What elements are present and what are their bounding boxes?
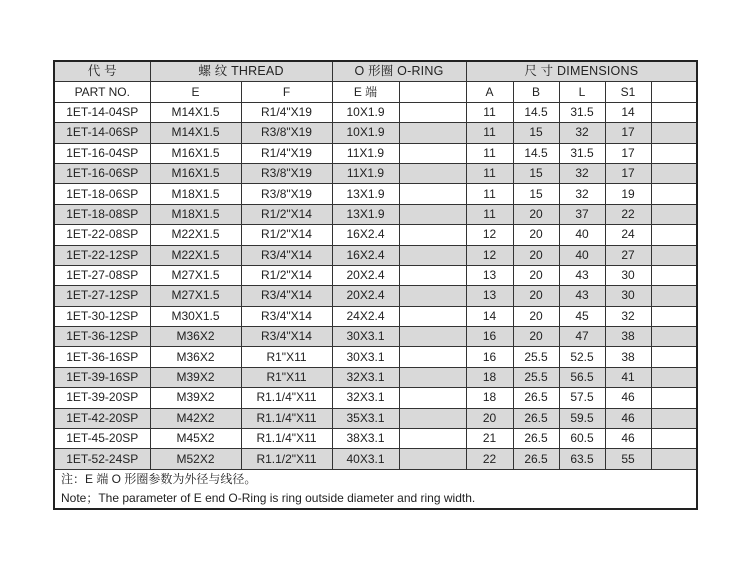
cell-dim-b: 20 — [513, 245, 559, 265]
cell-blank — [651, 245, 697, 265]
cell-dim-b: 15 — [513, 123, 559, 143]
cell-thread-e: M39X2 — [150, 367, 241, 387]
cell-dim-s1: 14 — [605, 102, 651, 122]
cell-part-no: 1ET-18-08SP — [54, 204, 150, 224]
table-row — [54, 306, 697, 326]
header-oring: O 形圈 O-RING — [332, 61, 466, 82]
cell-blank — [651, 225, 697, 245]
subheader-row — [54, 82, 697, 102]
cell-dim-a: 16 — [466, 347, 513, 367]
cell-blank — [651, 306, 697, 326]
cell-part-no: 1ET-27-08SP — [54, 265, 150, 285]
cell-dim-s1: 30 — [605, 286, 651, 306]
cell-dim-b: 26.5 — [513, 408, 559, 428]
cell-oring: 38X3.1 — [332, 429, 399, 449]
subheader-f: F — [241, 82, 332, 102]
cell-blank — [399, 388, 466, 408]
cell-blank — [651, 286, 697, 306]
cell-oring: 32X3.1 — [332, 367, 399, 387]
cell-part-no: 1ET-42-20SP — [54, 408, 150, 428]
cell-dim-l: 59.5 — [559, 408, 605, 428]
cell-blank — [399, 306, 466, 326]
cell-blank — [651, 265, 697, 285]
note-cn: 注：E 端 O 形圈参数为外径与线径。 — [54, 469, 697, 489]
cell-part-no: 1ET-14-06SP — [54, 123, 150, 143]
cell-dim-a: 12 — [466, 225, 513, 245]
cell-blank — [651, 163, 697, 183]
cell-dim-b: 14.5 — [513, 102, 559, 122]
cell-blank — [399, 429, 466, 449]
cell-dim-l: 56.5 — [559, 367, 605, 387]
cell-thread-f: R1.1/4"X11 — [241, 388, 332, 408]
table-row — [54, 245, 697, 265]
cell-dim-s1: 30 — [605, 265, 651, 285]
cell-part-no: 1ET-14-04SP — [54, 102, 150, 122]
cell-thread-e: M14X1.5 — [150, 102, 241, 122]
cell-dim-l: 60.5 — [559, 429, 605, 449]
cell-blank — [399, 102, 466, 122]
cell-dim-a: 11 — [466, 143, 513, 163]
cell-dim-l: 31.5 — [559, 102, 605, 122]
cell-dim-a: 11 — [466, 204, 513, 224]
cell-thread-f: R1.1/2"X11 — [241, 449, 332, 469]
cell-oring: 16X2.4 — [332, 245, 399, 265]
cell-dim-l: 40 — [559, 245, 605, 265]
cell-thread-f: R1/4"X19 — [241, 143, 332, 163]
cell-dim-b: 25.5 — [513, 367, 559, 387]
table-row — [54, 204, 697, 224]
cell-thread-f: R1"X11 — [241, 347, 332, 367]
cell-oring: 30X3.1 — [332, 347, 399, 367]
cell-blank — [399, 327, 466, 347]
cell-dim-b: 15 — [513, 163, 559, 183]
cell-thread-f: R1/2"X14 — [241, 265, 332, 285]
cell-thread-f: R1/2"X14 — [241, 225, 332, 245]
cell-dim-s1: 19 — [605, 184, 651, 204]
table-body — [54, 61, 697, 469]
cell-dim-b: 20 — [513, 286, 559, 306]
cell-oring: 10X1.9 — [332, 102, 399, 122]
subheader-blank — [399, 82, 466, 102]
cell-dim-b: 20 — [513, 306, 559, 326]
cell-dim-b: 20 — [513, 265, 559, 285]
dimensions-table — [53, 60, 698, 510]
cell-blank — [399, 408, 466, 428]
cell-blank — [651, 102, 697, 122]
subheader-a: A — [466, 82, 513, 102]
subheader-b: B — [513, 82, 559, 102]
cell-dim-s1: 55 — [605, 449, 651, 469]
cell-blank — [651, 347, 697, 367]
cell-dim-a: 20 — [466, 408, 513, 428]
cell-part-no: 1ET-22-08SP — [54, 225, 150, 245]
cell-blank — [651, 123, 697, 143]
cell-oring: 24X2.4 — [332, 306, 399, 326]
table-row — [54, 265, 697, 285]
cell-blank — [399, 367, 466, 387]
note-row-en — [54, 489, 697, 509]
cell-part-no: 1ET-18-06SP — [54, 184, 150, 204]
cell-part-no: 1ET-22-12SP — [54, 245, 150, 265]
cell-dim-a: 11 — [466, 102, 513, 122]
cell-blank — [399, 265, 466, 285]
cell-oring: 13X1.9 — [332, 184, 399, 204]
cell-dim-a: 18 — [466, 367, 513, 387]
cell-part-no: 1ET-27-12SP — [54, 286, 150, 306]
note-en: Note；The parameter of E end O-Ring is ring outside diameter and ring width. — [54, 489, 697, 509]
cell-dim-a: 16 — [466, 327, 513, 347]
cell-thread-f: R1.1/4"X11 — [241, 429, 332, 449]
cell-thread-f: R1.1/4"X11 — [241, 408, 332, 428]
cell-thread-e: M16X1.5 — [150, 163, 241, 183]
notes-section — [54, 469, 697, 509]
cell-blank — [651, 408, 697, 428]
cell-dim-a: 13 — [466, 286, 513, 306]
table-row — [54, 327, 697, 347]
cell-dim-s1: 41 — [605, 367, 651, 387]
table-row — [54, 143, 697, 163]
cell-oring: 13X1.9 — [332, 204, 399, 224]
cell-dim-a: 13 — [466, 265, 513, 285]
cell-dim-l: 43 — [559, 265, 605, 285]
cell-dim-s1: 17 — [605, 143, 651, 163]
cell-thread-e: M22X1.5 — [150, 245, 241, 265]
cell-oring: 20X2.4 — [332, 286, 399, 306]
table-row — [54, 408, 697, 428]
cell-part-no: 1ET-45-20SP — [54, 429, 150, 449]
cell-part-no: 1ET-39-20SP — [54, 388, 150, 408]
cell-dim-s1: 22 — [605, 204, 651, 224]
cell-thread-f: R1/2"X14 — [241, 204, 332, 224]
cell-thread-e: M27X1.5 — [150, 286, 241, 306]
cell-blank — [399, 163, 466, 183]
cell-thread-f: R3/8"X19 — [241, 123, 332, 143]
cell-blank — [399, 123, 466, 143]
cell-blank — [651, 143, 697, 163]
cell-blank — [399, 225, 466, 245]
cell-blank — [399, 204, 466, 224]
cell-oring: 11X1.9 — [332, 163, 399, 183]
cell-dim-s1: 46 — [605, 429, 651, 449]
cell-blank — [651, 388, 697, 408]
note-row-cn — [54, 469, 697, 489]
table-row — [54, 388, 697, 408]
cell-part-no: 1ET-30-12SP — [54, 306, 150, 326]
cell-thread-f: R1/4"X19 — [241, 102, 332, 122]
cell-oring: 16X2.4 — [332, 225, 399, 245]
cell-blank — [399, 286, 466, 306]
cell-dim-s1: 46 — [605, 408, 651, 428]
cell-dim-s1: 38 — [605, 347, 651, 367]
cell-part-no: 1ET-16-04SP — [54, 143, 150, 163]
cell-part-no: 1ET-52-24SP — [54, 449, 150, 469]
cell-blank — [399, 184, 466, 204]
cell-dim-s1: 24 — [605, 225, 651, 245]
cell-blank — [399, 143, 466, 163]
cell-dim-s1: 27 — [605, 245, 651, 265]
cell-blank — [399, 245, 466, 265]
cell-dim-b: 20 — [513, 204, 559, 224]
cell-thread-f: R3/4"X14 — [241, 327, 332, 347]
cell-thread-e: M18X1.5 — [150, 184, 241, 204]
cell-oring: 10X1.9 — [332, 123, 399, 143]
cell-dim-l: 40 — [559, 225, 605, 245]
cell-dim-s1: 32 — [605, 306, 651, 326]
cell-blank — [651, 367, 697, 387]
cell-dim-l: 63.5 — [559, 449, 605, 469]
cell-oring: 20X2.4 — [332, 265, 399, 285]
cell-dim-b: 26.5 — [513, 449, 559, 469]
cell-dim-l: 45 — [559, 306, 605, 326]
cell-dim-l: 52.5 — [559, 347, 605, 367]
subheader-s1: S1 — [605, 82, 651, 102]
cell-dim-b: 26.5 — [513, 429, 559, 449]
cell-thread-f: R3/4"X14 — [241, 286, 332, 306]
table-row — [54, 367, 697, 387]
cell-thread-e: M36X2 — [150, 347, 241, 367]
header-part-code: 代 号 — [54, 61, 150, 82]
cell-dim-l: 37 — [559, 204, 605, 224]
cell-thread-e: M30X1.5 — [150, 306, 241, 326]
cell-dim-b: 15 — [513, 184, 559, 204]
cell-dim-s1: 38 — [605, 327, 651, 347]
cell-dim-a: 11 — [466, 184, 513, 204]
cell-thread-f: R3/4"X14 — [241, 245, 332, 265]
table-row — [54, 286, 697, 306]
subheader-l: L — [559, 82, 605, 102]
cell-thread-f: R3/8"X19 — [241, 184, 332, 204]
cell-dim-a: 21 — [466, 429, 513, 449]
cell-dim-a: 11 — [466, 163, 513, 183]
subheader-e: E — [150, 82, 241, 102]
cell-thread-f: R3/8"X19 — [241, 163, 332, 183]
cell-thread-e: M16X1.5 — [150, 143, 241, 163]
cell-oring: 32X3.1 — [332, 388, 399, 408]
cell-dim-l: 43 — [559, 286, 605, 306]
cell-dim-s1: 17 — [605, 163, 651, 183]
cell-dim-a: 11 — [466, 123, 513, 143]
cell-dim-b: 26.5 — [513, 388, 559, 408]
header-row — [54, 61, 697, 82]
cell-blank — [651, 327, 697, 347]
cell-dim-s1: 46 — [605, 388, 651, 408]
cell-thread-e: M18X1.5 — [150, 204, 241, 224]
table-row — [54, 184, 697, 204]
table-row — [54, 429, 697, 449]
cell-dim-l: 57.5 — [559, 388, 605, 408]
cell-blank — [651, 184, 697, 204]
cell-blank — [651, 429, 697, 449]
cell-dim-a: 14 — [466, 306, 513, 326]
cell-part-no: 1ET-16-06SP — [54, 163, 150, 183]
cell-oring: 35X3.1 — [332, 408, 399, 428]
cell-thread-e: M45X2 — [150, 429, 241, 449]
cell-dim-l: 32 — [559, 123, 605, 143]
subheader-blank — [651, 82, 697, 102]
cell-blank — [399, 347, 466, 367]
table-row — [54, 225, 697, 245]
cell-dim-l: 32 — [559, 163, 605, 183]
cell-thread-e: M27X1.5 — [150, 265, 241, 285]
cell-blank — [651, 204, 697, 224]
cell-part-no: 1ET-36-12SP — [54, 327, 150, 347]
table-row — [54, 449, 697, 469]
cell-thread-f: R1"X11 — [241, 367, 332, 387]
cell-oring: 11X1.9 — [332, 143, 399, 163]
cell-thread-e: M22X1.5 — [150, 225, 241, 245]
table-row — [54, 163, 697, 183]
subheader-e-end: E 端 — [332, 82, 399, 102]
cell-dim-b: 14.5 — [513, 143, 559, 163]
cell-dim-b: 20 — [513, 327, 559, 347]
cell-thread-e: M36X2 — [150, 327, 241, 347]
cell-dim-a: 12 — [466, 245, 513, 265]
header-thread: 螺 纹 THREAD — [150, 61, 332, 82]
table-row — [54, 347, 697, 367]
cell-part-no: 1ET-39-16SP — [54, 367, 150, 387]
subheader-part-no: PART NO. — [54, 82, 150, 102]
cell-dim-s1: 17 — [605, 123, 651, 143]
cell-thread-f: R3/4"X14 — [241, 306, 332, 326]
cell-blank — [399, 449, 466, 469]
cell-dim-b: 25.5 — [513, 347, 559, 367]
cell-dim-a: 22 — [466, 449, 513, 469]
cell-dim-b: 20 — [513, 225, 559, 245]
table-row — [54, 123, 697, 143]
cell-dim-a: 18 — [466, 388, 513, 408]
cell-dim-l: 47 — [559, 327, 605, 347]
table-row — [54, 102, 697, 122]
cell-dim-l: 31.5 — [559, 143, 605, 163]
cell-dim-l: 32 — [559, 184, 605, 204]
cell-thread-e: M14X1.5 — [150, 123, 241, 143]
cell-oring: 30X3.1 — [332, 327, 399, 347]
cell-thread-e: M52X2 — [150, 449, 241, 469]
cell-thread-e: M42X2 — [150, 408, 241, 428]
header-dimensions: 尺 寸 DIMENSIONS — [466, 61, 697, 82]
cell-part-no: 1ET-36-16SP — [54, 347, 150, 367]
cell-thread-e: M39X2 — [150, 388, 241, 408]
cell-blank — [651, 449, 697, 469]
cell-oring: 40X3.1 — [332, 449, 399, 469]
